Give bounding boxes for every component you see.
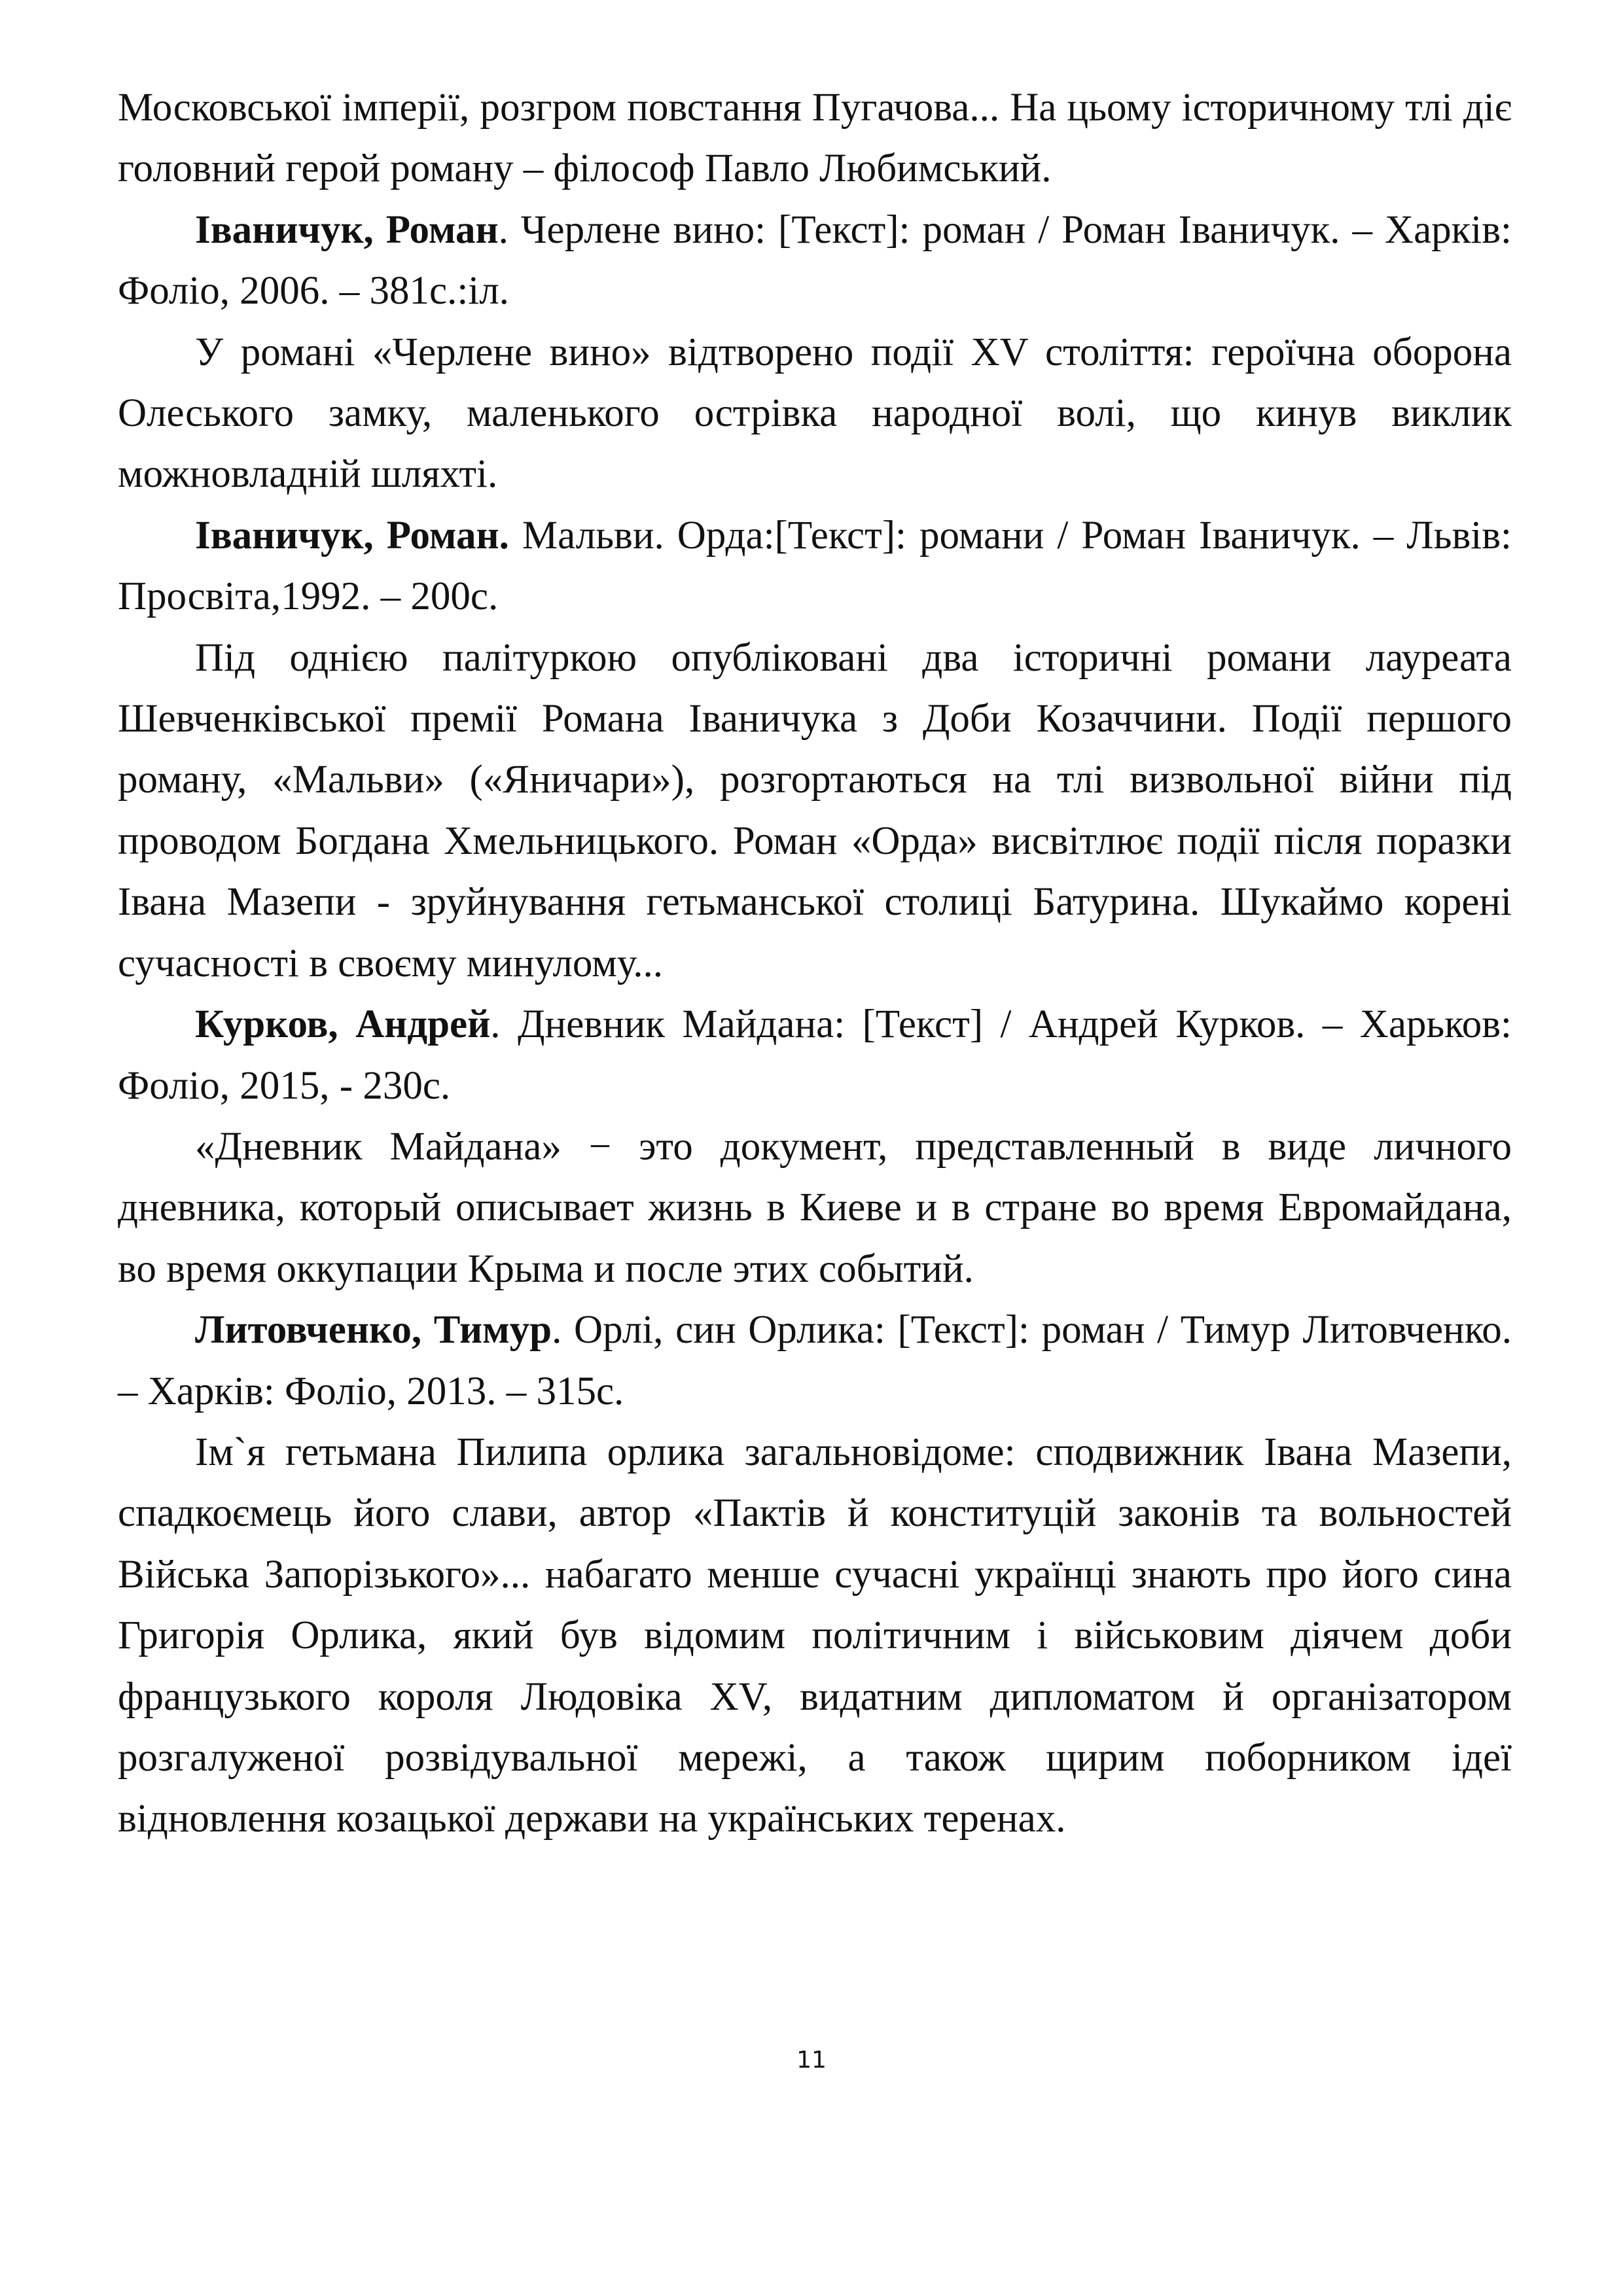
- entry-details: . Дневник Майдана: [Текст] / Андрей Курков. – Харьков: Фоліо, 2015, - 230с.: [118, 1002, 1512, 1108]
- entry-author: Литовченко, Тимур: [195, 1308, 552, 1352]
- entry-details: Мальви. Орда:[Текст]: романи / Роман Іваничук. – Львів: Просвіта,1992. – 200с.: [118, 513, 1512, 619]
- page-number: 11: [796, 2047, 827, 2074]
- bibliography-entry: [118, 994, 1512, 1116]
- page-body: [118, 77, 1512, 1850]
- annotation-paragraph: Ім`я гетьмана Пилипа орлика загальновідоме: сподвижник Івана Мазепи, спадкоємець його слави, автор «Пактів й конституцій законів та вольностей Війська Запорізького»... набагато менше сучасні українці знають про його сина Григорія Орлика, який був відомим політичним і військовим діячем доби французького короля Людовіка XV, видатним дипломатом й організатором розгалуженої розвідувальної мережі, а також щирим поборником ідеї відновлення козацької держави на українських теренах.: [118, 1430, 1512, 1841]
- entry-details: . Орлі, син Орлика: [Текст]: роман / Тимур Литовченко. – Харків: Фоліо, 2013. – 315с.: [118, 1308, 1512, 1413]
- annotation-paragraph: «Дневник Майдана» − это документ, представленный в виде личного дневника, который описывает жизнь в Киеве и в стране во время Евромайдана, во время оккупации Крыма и после этих событий.: [118, 1124, 1512, 1291]
- entry-author: Курков, Андрей: [195, 1002, 491, 1047]
- bibliography-entry: [118, 200, 1512, 322]
- bibliography-entry: [118, 1299, 1512, 1422]
- entry-author: Іваничук, Роман: [195, 207, 499, 252]
- continuation-paragraph: Московської імперії, розгром повстання Пугачова... На цьому історичному тлі діє головний герой роману – філософ Павло Любимський.: [118, 86, 1512, 191]
- bibliography-entry: [118, 505, 1512, 627]
- entry-author: Іваничук, Роман.: [195, 513, 509, 557]
- entry-details: . Черлене вино: [Текст]: роман / Роман Іваничук. – Харків: Фоліо, 2006. – 381с.:іл.: [118, 207, 1512, 313]
- annotation-paragraph: Під однією палітуркою опубліковані два історичні романи лауреата Шевченківської премії Романа Іваничука з Доби Козаччини. Події першого роману, «Мальви» («Яничари»), розгортаються на тлі визвольної війни під проводом Богдана Хмельницького. Роман «Орда» висвітлює події після поразки Івана Мазепи - зруйнування гетьманської столиці Батурина. Шукаймо корені сучасності в своєму минулому...: [118, 635, 1512, 985]
- annotation-paragraph: У романі «Черлене вино» відтворено події XV століття: героїчна оборона Олеського замку, маленького острівка народної волі, що кинув виклик можновладній шляхті.: [118, 330, 1512, 497]
